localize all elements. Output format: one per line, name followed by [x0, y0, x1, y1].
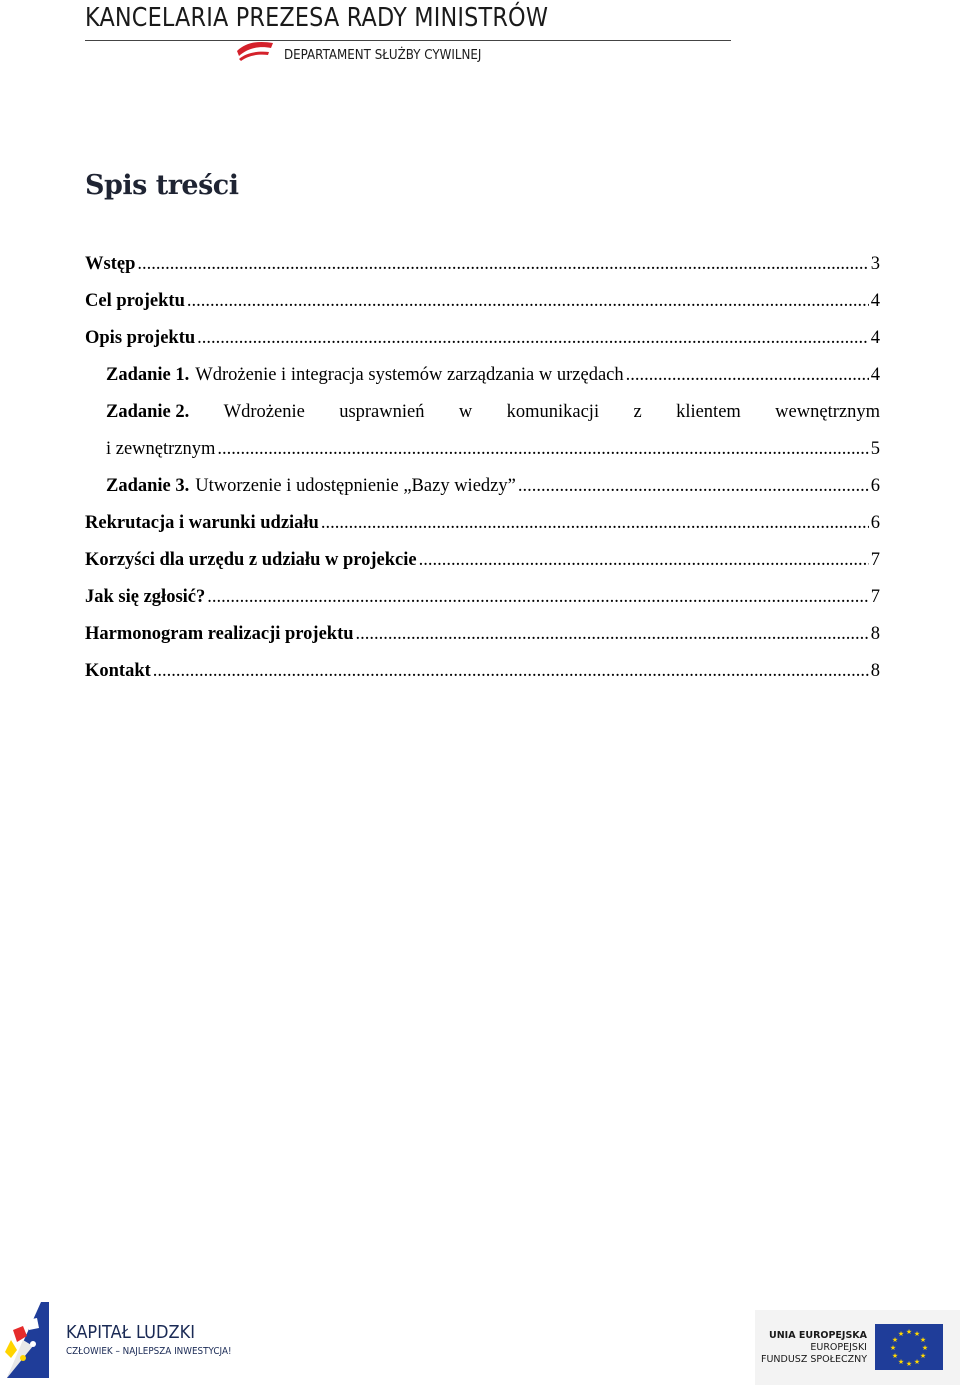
toc-page-number: 8	[870, 624, 880, 644]
eu-logo	[755, 1310, 960, 1385]
page-header	[85, 0, 731, 70]
dot-leader	[217, 439, 868, 460]
kapital-ludzki-logo	[0, 1298, 240, 1378]
toc-entry-heading: Harmonogram realizacji projektu	[85, 624, 354, 644]
polish-flag-logo	[235, 39, 275, 61]
eu-line-2: EUROPEJSKI	[810, 1342, 867, 1353]
toc-entry-word: klientem	[676, 402, 741, 422]
svg-text:★: ★	[891, 1336, 899, 1344]
toc-entry-heading: Opis projektu	[85, 328, 196, 348]
toc-entry[interactable]	[85, 254, 880, 284]
dot-leader	[207, 587, 869, 608]
kapital-ludzki-title: KAPITAŁ LUDZKI	[66, 1322, 195, 1343]
department-name: DEPARTAMENT SŁUŻBY CYWILNEJ	[284, 47, 482, 63]
toc-entry-word: wewnętrznym	[775, 402, 880, 422]
toc-entry[interactable]	[85, 513, 880, 543]
toc-entry[interactable]	[85, 328, 880, 358]
svg-text:★: ★	[913, 1358, 921, 1366]
toc-page-number: 4	[870, 365, 880, 385]
toc-page-number: 3	[870, 254, 880, 274]
svg-text:★: ★	[905, 1328, 913, 1336]
toc-entry[interactable]	[85, 550, 880, 580]
toc-entry-word: Wdrożenie	[223, 402, 305, 422]
toc-entry-heading: Zadanie 1.	[106, 365, 190, 385]
toc-entry-heading: Wstęp	[85, 254, 136, 274]
svg-text:★: ★	[919, 1352, 927, 1360]
dot-leader	[321, 513, 869, 534]
toc-entry-word: z	[633, 402, 642, 422]
toc-entry-word: komunikacji	[506, 402, 600, 422]
toc-page-number: 4	[870, 291, 880, 311]
toc-entry[interactable]	[106, 476, 880, 506]
toc-entry-heading: Kontakt	[85, 661, 151, 681]
toc-entry-heading: Cel projektu	[85, 291, 185, 311]
dot-leader	[187, 291, 869, 312]
toc-page-number: 7	[870, 587, 880, 607]
svg-text:★: ★	[919, 1336, 927, 1344]
dot-leader	[197, 328, 869, 349]
eu-flag-icon	[875, 1324, 943, 1370]
toc-entry[interactable]	[106, 402, 880, 460]
toc-page-number: 6	[870, 513, 880, 533]
kapital-ludzki-slogan: CZŁOWIEK – NAJLEPSZA INWESTYCJA!	[66, 1346, 232, 1357]
toc-entry-word: usprawnień	[339, 402, 425, 422]
toc-entry-text: Utworzenie i udostępnienie „Bazy wiedzy”	[195, 476, 516, 496]
toc-entry[interactable]	[85, 291, 880, 321]
dot-leader	[626, 365, 869, 386]
toc-title: Spis treści	[85, 170, 239, 201]
svg-text:★: ★	[891, 1352, 899, 1360]
toc-entry[interactable]	[85, 624, 880, 654]
toc-page-number: 8	[870, 661, 880, 681]
eu-line-1: UNIA EUROPEJSKA	[769, 1330, 867, 1341]
svg-text:★: ★	[921, 1344, 929, 1352]
toc-page-number: 5	[870, 439, 880, 459]
toc-page-number: 6	[870, 476, 880, 496]
svg-text:★: ★	[905, 1360, 913, 1368]
kapital-ludzki-emblem-icon	[3, 1300, 53, 1378]
dot-leader	[419, 550, 869, 571]
toc-entry-heading: Zadanie 2.	[106, 402, 190, 422]
toc-page-number: 7	[870, 550, 880, 570]
toc-page-number: 4	[870, 328, 880, 348]
svg-text:★: ★	[889, 1344, 897, 1352]
organization-name: KANCELARIA PREZESA RADY MINISTRÓW	[85, 3, 549, 33]
dot-leader	[356, 624, 869, 645]
toc-entry-heading: Zadanie 3.	[106, 476, 190, 496]
dot-leader	[137, 254, 868, 275]
eu-text	[761, 1330, 867, 1366]
header-divider	[85, 40, 731, 41]
toc-entry-word: w	[458, 402, 473, 422]
toc-entry-text: Wdrożenie i integracja systemów zarządzania w urzędach	[195, 365, 624, 385]
dot-leader	[518, 476, 869, 497]
eu-line-3: FUNDUSZ SPOŁECZNY	[761, 1354, 867, 1365]
toc-entry-heading: Jak się zgłosić?	[85, 587, 206, 607]
svg-text:★: ★	[897, 1358, 905, 1366]
toc-entry[interactable]	[85, 587, 880, 617]
toc-entry[interactable]	[106, 365, 880, 395]
toc-entry-heading: Rekrutacja i warunki udziału	[85, 513, 319, 533]
svg-text:★: ★	[897, 1330, 905, 1338]
toc-entry-heading: Korzyści dla urzędu z udziału w projekcie	[85, 550, 417, 570]
dot-leader	[153, 661, 869, 682]
svg-text:★: ★	[913, 1330, 921, 1338]
toc-entry-text: i zewnętrznym	[106, 439, 216, 459]
toc-entry[interactable]	[85, 661, 880, 691]
